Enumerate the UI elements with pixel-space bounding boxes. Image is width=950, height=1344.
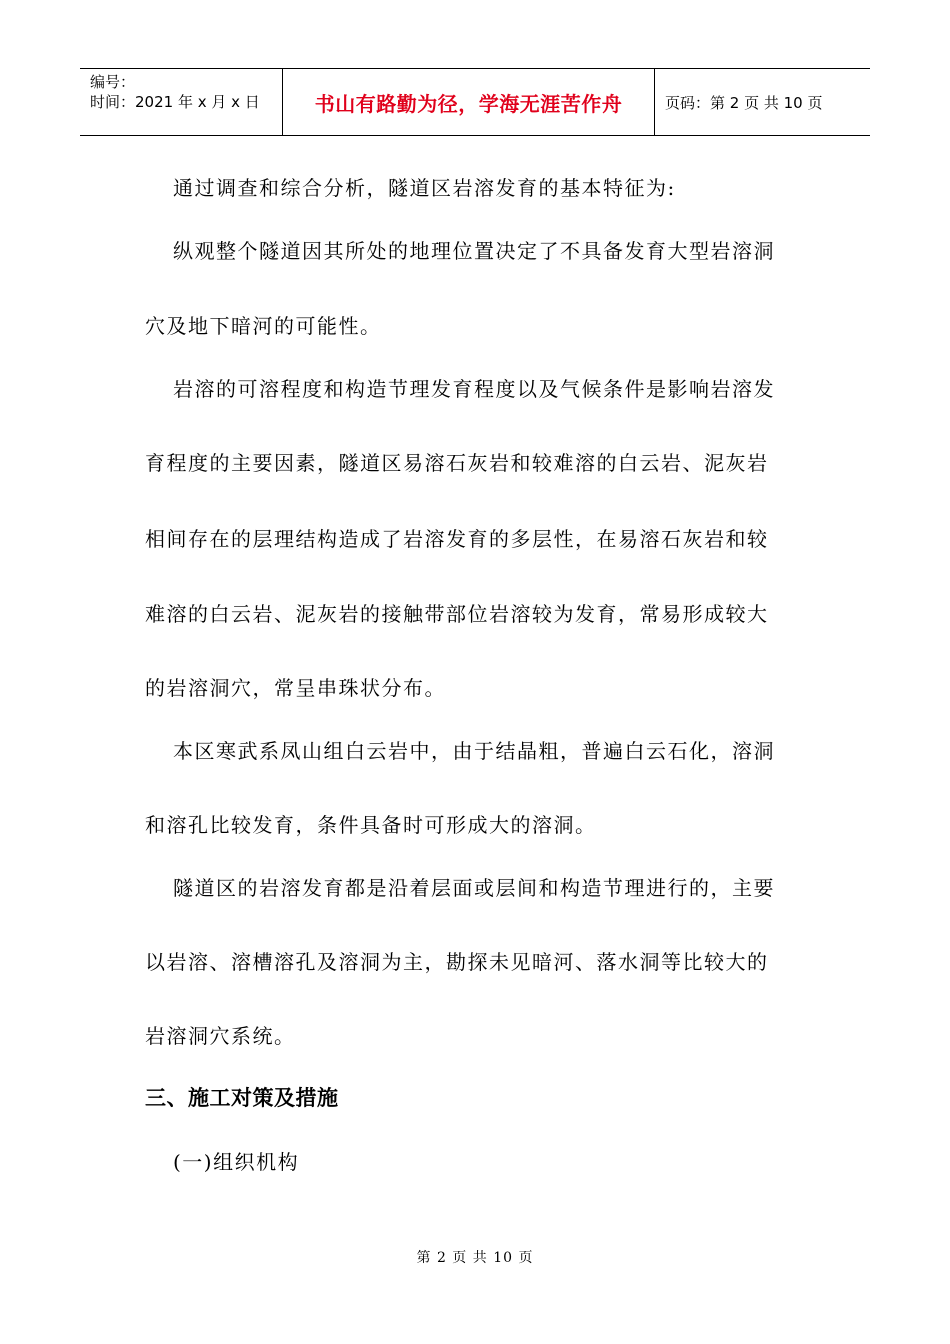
paragraph-line: 岩溶洞穴系统。 (145, 1024, 296, 1048)
header-meta (80, 69, 283, 135)
paragraph-line: 隧道区的岩溶发育都是沿着层面或层间和构造节理进行的，主要 (173, 876, 775, 900)
paragraph-line: 岩溶的可溶程度和构造节理发育程度以及气候条件是影响岩溶发 (173, 377, 775, 401)
header-page-number: 页码：第 2 页 共 10 页 (665, 93, 823, 112)
subsection-heading: (一)组织机构 (173, 1150, 300, 1174)
paragraph-line: 的岩溶洞穴，常呈串珠状分布。 (145, 676, 446, 700)
page-footer: 第 2 页 共 10 页 (416, 1250, 534, 1266)
document-date-label: 时间：2021 年 x 月 x 日 (90, 93, 260, 111)
paragraph-line: 通过调查和综合分析，隧道区岩溶发育的基本特征为: (173, 176, 676, 200)
document-number-label: 编号： (90, 73, 136, 91)
paragraph-line: 以岩溶、溶槽溶孔及溶洞为主，勘探未见暗河、落水洞等比较大的 (145, 950, 769, 974)
paragraph-line: 和溶孔比较发育，条件具备时可形成大的溶洞。 (145, 813, 597, 837)
paragraph-line: 难溶的白云岩、泥灰岩的接触带部位岩溶较为发育，常易形成较大 (145, 602, 769, 626)
paragraph-line: 相间存在的层理结构造成了岩溶发育的多层性，在易溶石灰岩和较 (145, 527, 769, 551)
paragraph-line: 穴及地下暗河的可能性。 (145, 314, 382, 338)
section-heading: 三、施工对策及措施 (145, 1086, 339, 1110)
header-motto-cell (283, 69, 655, 135)
paragraph-line: 本区寒武系凤山组白云岩中，由于结晶粗，普遍白云石化，溶洞 (173, 739, 775, 763)
header-page-cell (655, 69, 870, 135)
paragraph-line: 纵观整个隧道因其所处的地理位置决定了不具备发育大型岩溶洞 (173, 239, 775, 263)
paragraph-line: 育程度的主要因素，隧道区易溶石灰岩和较难溶的白云岩、泥灰岩 (145, 451, 769, 475)
header-motto: 书山有路勤为径，学海无涯苦作舟 (314, 91, 623, 116)
page-header (80, 68, 870, 136)
